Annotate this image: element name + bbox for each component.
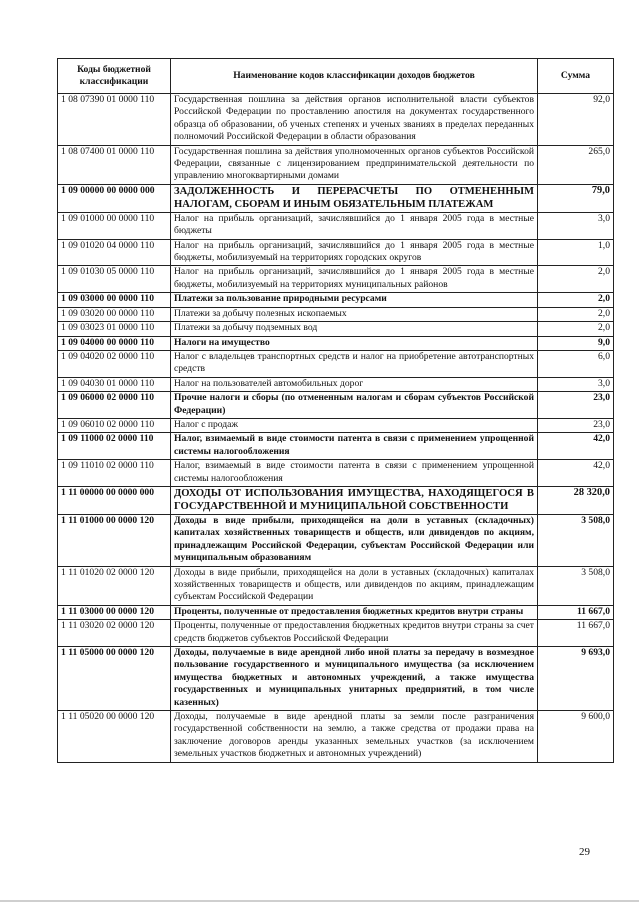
row-sum: 6,0 <box>538 350 614 377</box>
budget-income-table <box>57 58 614 763</box>
row-name: Налог на прибыль организаций, зачислявшийся до 1 января 2005 года в местные бюджеты, мобилизуемый на территориях городских округов <box>171 239 538 266</box>
row-sum: 9 600,0 <box>538 711 614 763</box>
row-name: Проценты, полученные от предоставления бюджетных кредитов внутри страны за счет средств бюджетов субъектов Российской Федерации <box>171 620 538 647</box>
row-name: ДОХОДЫ ОТ ИСПОЛЬЗОВАНИЯ ИМУЩЕСТВА, НАХОДЯЩЕГОСЯ В ГОСУДАРСТВЕННОЙ И МУНИЦИПАЛЬНОЙ СОБСТВЕННОСТИ <box>171 486 538 514</box>
table-body <box>58 94 614 763</box>
row-sum: 3 508,0 <box>538 514 614 566</box>
row-name: Платежи за пользование природными ресурсами <box>171 293 538 307</box>
row-name: Налог с продаж <box>171 418 538 432</box>
row-code: 1 11 03020 02 0000 120 <box>58 620 171 647</box>
row-code: 1 09 01020 04 0000 110 <box>58 239 171 266</box>
row-sum: 9,0 <box>538 336 614 350</box>
table-row <box>58 350 614 377</box>
table-row <box>58 377 614 391</box>
table-row <box>58 239 614 266</box>
table-row <box>58 647 614 711</box>
table-row <box>58 514 614 566</box>
row-sum: 3 508,0 <box>538 566 614 605</box>
row-name: Прочие налоги и сборы (по отмененным налогам и сборам субъектов Российской Федерации) <box>171 392 538 419</box>
row-sum: 42,0 <box>538 460 614 487</box>
row-sum: 11 667,0 <box>538 605 614 619</box>
table-row <box>58 336 614 350</box>
table-row <box>58 212 614 239</box>
row-name: Налог, взимаемый в виде стоимости патента в связи с применением упрощенной системы налогообложения <box>171 460 538 487</box>
row-code: 1 08 07390 01 0000 110 <box>58 94 171 146</box>
row-code: 1 11 01000 00 0000 120 <box>58 514 171 566</box>
table-row <box>58 94 614 146</box>
row-sum: 79,0 <box>538 184 614 212</box>
row-code: 1 09 03020 00 0000 110 <box>58 307 171 321</box>
row-code: 1 11 00000 00 0000 000 <box>58 486 171 514</box>
row-name: ЗАДОЛЖЕННОСТЬ И ПЕРЕРАСЧЕТЫ ПО ОТМЕНЕННЫМ НАЛОГАМ, СБОРАМ И ИНЫМ ОБЯЗАТЕЛЬНЫМ ПЛАТЕЖАМ <box>171 184 538 212</box>
row-sum: 28 320,0 <box>538 486 614 514</box>
row-name: Доходы в виде прибыли, приходящейся на доли в уставных (складочных) капиталах хозяйственных товариществ и обществ, или дивидендов по акциям, принадлежащим субъектам Российской Федерации <box>171 566 538 605</box>
row-code: 1 09 01030 05 0000 110 <box>58 266 171 293</box>
header-sum: Сумма <box>538 59 614 94</box>
table-row <box>58 486 614 514</box>
header-name: Наименование кодов классификации доходов бюджетов <box>171 59 538 94</box>
row-code: 1 09 06010 02 0000 110 <box>58 418 171 432</box>
table-row <box>58 322 614 336</box>
row-code: 1 11 05000 00 0000 120 <box>58 647 171 711</box>
table-row <box>58 433 614 460</box>
table-row <box>58 266 614 293</box>
row-name: Платежи за добычу подземных вод <box>171 322 538 336</box>
page-number: 29 <box>579 846 590 858</box>
row-sum: 23,0 <box>538 392 614 419</box>
table-row <box>58 145 614 184</box>
row-name: Налог на прибыль организаций, зачислявшийся до 1 января 2005 года в местные бюджеты, мобилизуемый на территориях муниципальных районов <box>171 266 538 293</box>
row-code: 1 11 05020 00 0000 120 <box>58 711 171 763</box>
row-code: 1 09 04000 00 0000 110 <box>58 336 171 350</box>
row-sum: 265,0 <box>538 145 614 184</box>
row-code: 1 09 11000 02 0000 110 <box>58 433 171 460</box>
row-name: Доходы в виде прибыли, приходящейся на доли в уставных (складочных) капиталах хозяйственных товариществ и обществ, или дивидендов по акциям, принадлежащим Российской Федерации, субъектам Российской Федерации или муниципальным образованиям <box>171 514 538 566</box>
row-code: 1 09 06000 02 0000 110 <box>58 392 171 419</box>
page-bottom-edge <box>0 900 639 902</box>
row-name: Платежи за добычу полезных ископаемых <box>171 307 538 321</box>
row-name: Доходы, получаемые в виде арендной платы за земли после разграничения государственной собственности на землю, а также средства от продажи права на заключение договоров аренды указанных земельных участков (за исключением земельных участков бюджетных и автономных учреждений) <box>171 711 538 763</box>
row-name: Государственная пошлина за действия органов исполнительной власти субъектов Российской Федерации по проставлению апостиля на документах государственного образца об образовании, об ученых степенях и ученых званиях в пределах переданных полномочий Российской Федерации в области образования <box>171 94 538 146</box>
row-name: Налог на прибыль организаций, зачислявшийся до 1 января 2005 года в местные бюджеты <box>171 212 538 239</box>
row-name: Государственная пошлина за действия уполномоченных органов субъектов Российской Федерации, связанные с лицензированием предпринимательской деятельности по управлению многоквартирными домами <box>171 145 538 184</box>
row-code: 1 09 03023 01 0000 110 <box>58 322 171 336</box>
row-sum: 2,0 <box>538 293 614 307</box>
header-code: Коды бюджетной классификации <box>58 59 171 94</box>
row-name: Налог, взимаемый в виде стоимости патента в связи с применением упрощенной системы налогообложения <box>171 433 538 460</box>
table-row <box>58 293 614 307</box>
row-code: 1 09 00000 00 0000 000 <box>58 184 171 212</box>
row-sum: 23,0 <box>538 418 614 432</box>
row-sum: 92,0 <box>538 94 614 146</box>
row-sum: 1,0 <box>538 239 614 266</box>
table-row <box>58 711 614 763</box>
row-name: Налог с владельцев транспортных средств и налог на приобретение автотранспортных средств <box>171 350 538 377</box>
row-code: 1 11 01020 02 0000 120 <box>58 566 171 605</box>
row-name: Доходы, получаемые в виде арендной либо иной платы за передачу в возмездное пользование государственного и муниципального имущества (за исключением имущества бюджетных и автономных учреждений, а также имущества государственных и муниципальных унитарных предприятий, в том числе казенных) <box>171 647 538 711</box>
row-code: 1 09 04030 01 0000 110 <box>58 377 171 391</box>
row-name: Налог на пользователей автомобильных дорог <box>171 377 538 391</box>
table-row <box>58 605 614 619</box>
row-sum: 2,0 <box>538 322 614 336</box>
row-code: 1 09 01000 00 0000 110 <box>58 212 171 239</box>
row-sum: 11 667,0 <box>538 620 614 647</box>
table-row <box>58 307 614 321</box>
row-code: 1 11 03000 00 0000 120 <box>58 605 171 619</box>
row-code: 1 09 04020 02 0000 110 <box>58 350 171 377</box>
table-row <box>58 392 614 419</box>
row-sum: 2,0 <box>538 307 614 321</box>
table-header-row <box>58 59 614 94</box>
row-sum: 3,0 <box>538 212 614 239</box>
table-row <box>58 566 614 605</box>
row-code: 1 09 11010 02 0000 110 <box>58 460 171 487</box>
row-code: 1 08 07400 01 0000 110 <box>58 145 171 184</box>
row-name: Налоги на имущество <box>171 336 538 350</box>
table-row <box>58 620 614 647</box>
table-row <box>58 418 614 432</box>
table-row <box>58 460 614 487</box>
row-sum: 9 693,0 <box>538 647 614 711</box>
row-name: Проценты, полученные от предоставления бюджетных кредитов внутри страны <box>171 605 538 619</box>
row-code: 1 09 03000 00 0000 110 <box>58 293 171 307</box>
row-sum: 42,0 <box>538 433 614 460</box>
table-row <box>58 184 614 212</box>
row-sum: 2,0 <box>538 266 614 293</box>
row-sum: 3,0 <box>538 377 614 391</box>
